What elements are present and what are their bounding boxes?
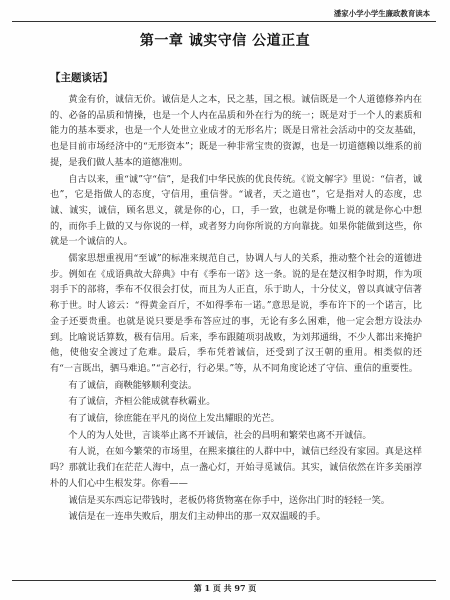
paragraph: 有了诚信，商鞅能够顺利变法。 — [68, 379, 198, 391]
paragraph: 诚信是在一连串失败后，朋友们主动伸出的那一双双温暖的手。 — [68, 511, 326, 523]
paragraph: 有了诚信，徐庶能在平凡的岗位上发出耀眼的光芒。 — [68, 413, 280, 425]
paragraph: 自古以来，重“诚”守“信”，是我们中华民族的优良传统。《说文解字》里说：“信者，诚也”，它是指做人的态度，守信用，重信誉。“诚者，天之道也”，它是指对人的态度，忠诚、诚实，诚信，顾名思义，就是你的心，口，手一致，也就是你嘴上说的就是你心中想的，而你手上做的又与你说的一样，或者努力向你所说的方向靠拢。如果你能做到这些，你就是一个诚信的人。 — [50, 173, 422, 248]
header-rule — [12, 21, 436, 22]
body-text — [50, 92, 422, 526]
paragraph: 儒家思想重视用“至诚”的标准来规范自己，协调人与人的关系，推动整个社会的道德进步。例如在《成语典故大辞典》中有《季布一诺》这一条。说的是在楚汉相争时期，作为项羽手下的部将，季布不仅很会打仗，而且为人正直，乐于助人，十分仗义，曾以真诚守信著称于世。时人谚云：“得黄金百斤，不如得季布一诺。”意思是说，季布许下的一个诺言，比金子还要贵重。也就是说只要是季布答应过的事，无论有多么困难，他一定会想方设法办到。比喻说话算数，极有信用。后来，季布跟随项羽战败，为刘邦通缉，不少人都出来掩护他，使他安全渡过了危难。最后，季布凭着诚信，还受到了汉王朝的重用。相类似的还有“一言既出，驷马难追。”“言必行，行必果。”等，从不同角度论述了守信、重信的重要性。 — [50, 253, 422, 374]
page-number: 第 1 页 共 97 页 — [193, 583, 257, 593]
running-header: 潘家小学小学生廉政教育读本 — [333, 9, 430, 18]
footer-rule — [12, 580, 436, 581]
paragraph: 有人说，在如今繁荣的市场里，在熙来攘往的人群中中，诚信已经没有家园。真是这样吗？那就让我们在茫茫人海中，点一盏心灯，开始寻觅诚信。其实，诚信依然在许多美丽淳朴的人们心中生根发芽。你看—— — [50, 446, 422, 489]
paragraph: 个人的为人处世，言谈举止离不开诚信，社会的昌明和繁荣也离不开诚信。 — [68, 429, 372, 441]
paragraph: 诚信是买东西忘记带钱时，老板仍将货物塞在你手中，送你出门时的轻轻一笑。 — [68, 494, 390, 506]
paragraph: 黄金有价，诚信无价。诚信是人之本，民之基，国之根。诚信既是一个人道德修养内在的、必备的品质和情操，也是一个人内在品质和外在行为的统一；既是对于一个人的素质和能力的基本要求，也是一个人处世立业成才的无形名片；既是日常社会活动中的交友基础，也是目前市场经济中的“无形资本”；既是一种非常宝贵的资源，也是一切道德赖以维系的前提，是我们做人基本的道德准则。 — [50, 94, 422, 168]
section-heading: 【主题谈话】 — [50, 72, 113, 84]
chapter-title: 第一章 诚实守信 公道正直 — [139, 33, 311, 49]
paragraph: 有了诚信，齐桓公能成就春秋霸业。 — [68, 396, 216, 408]
